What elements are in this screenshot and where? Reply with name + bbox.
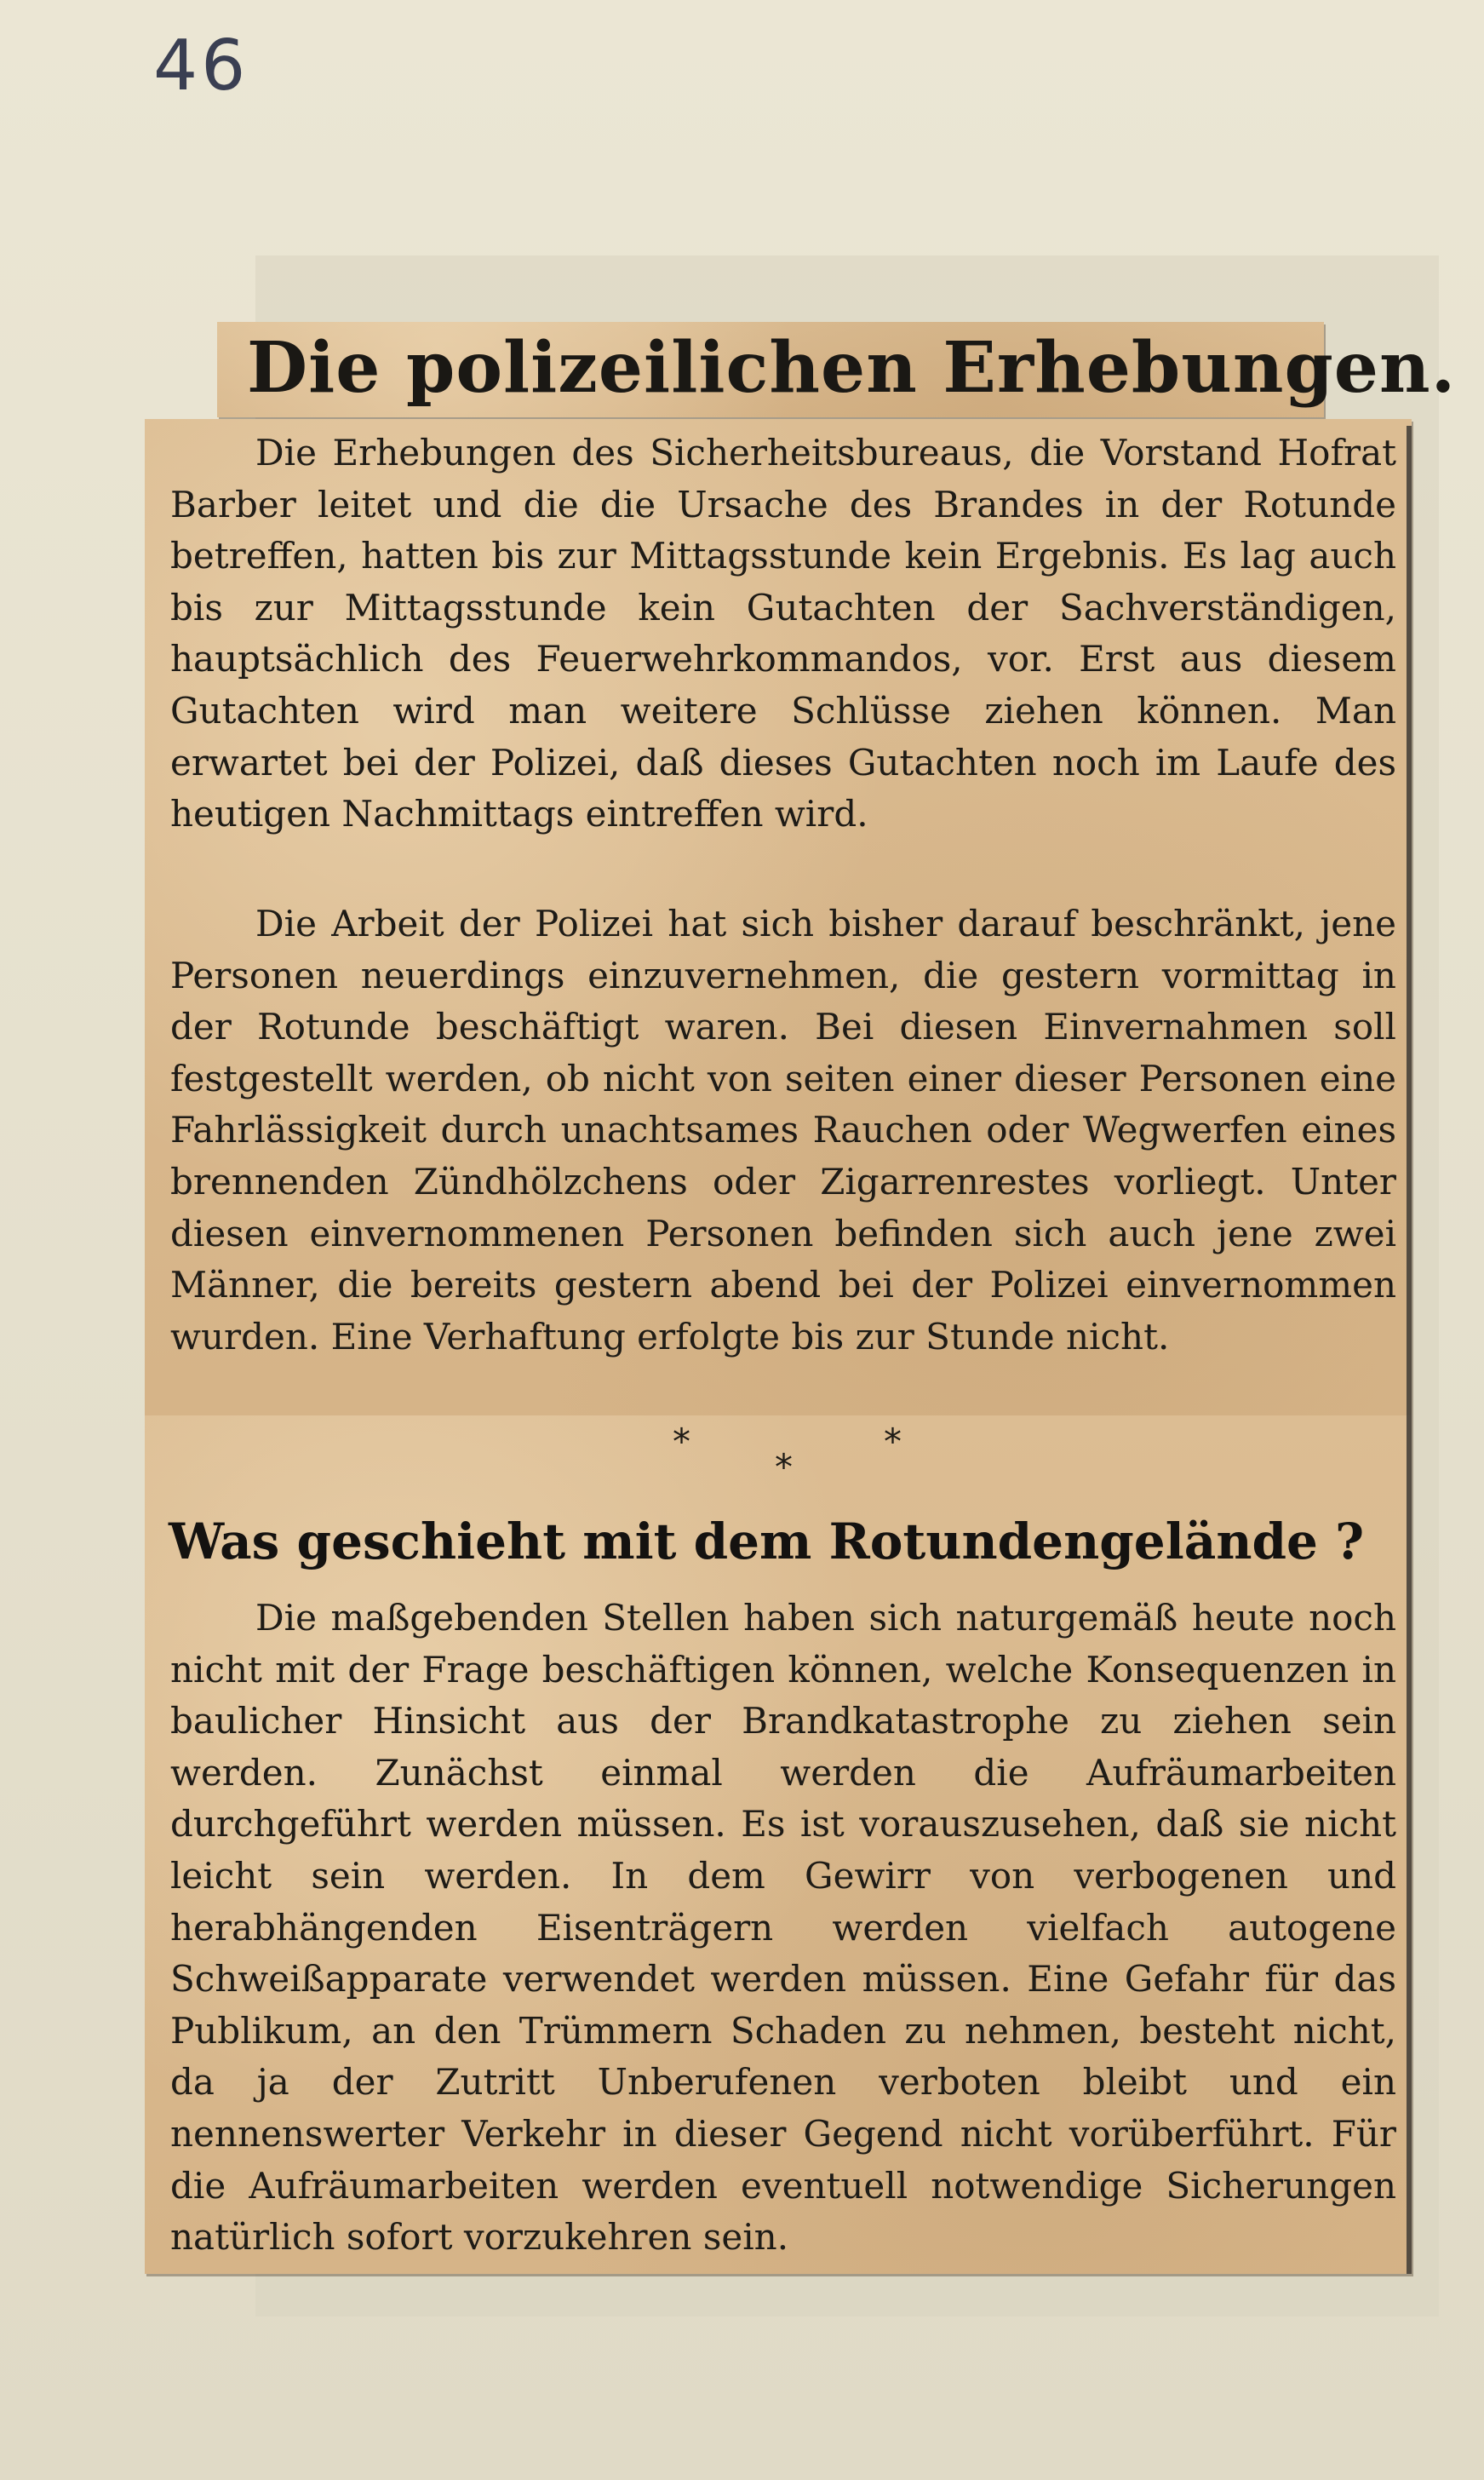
page-number: 46 — [153, 26, 249, 106]
article-paragraph-2 — [170, 898, 1396, 1363]
paragraph-2-text: Die Arbeit der Polizei hat sich bisher darauf beschränkt, jene Personen neuerdings einzuvernehmen, die gestern vormittag in der Rotunde beschäftigt waren. Bei diesen Einvernahmen soll festgestellt werden, ob nicht von seiten einer dieser Personen eine Fahrlässigkeit durch unachtsames Rauchen oder Wegwerfen eines brennenden Zündhölzchens oder Zigarrenrestes vorliegt. Unter diesen einvernommenen Personen befinden sich auch jene zwei Männer, die bereits gestern abend bei der Polizei einvernommen wurden. Eine Verhaftung erfolgte bis zur Stunde nicht. — [170, 903, 1396, 1358]
separator-star-2: * — [775, 1446, 793, 1488]
article-headline: Die polizeilichen Erhebungen. — [247, 327, 1457, 409]
section-headline: Was geschieht mit dem Rotundengelände ? — [169, 1513, 1365, 1570]
separator-star-1: * — [673, 1421, 690, 1462]
article-paragraph-3 — [170, 1593, 1396, 2264]
clipping-edge-shadow — [1407, 426, 1412, 2274]
paragraph-1-text: Die Erhebungen des Sicherheitsbureaus, die Vorstand Hofrat Barber leitet und die die Ursache des Brandes in der Rotunde betreffen, hatten bis zur Mittagsstunde kein Ergebnis. Es lag auch bis zur Mittagsstunde kein Gutachten der Sachverständigen, hauptsächlich des Feuerwehrkommandos, vor. Erst aus diesem Gutachten wird man weitere Schlüsse ziehen können. Man erwartet bei der Polizei, daß dieses Gutachten noch im Laufe des heutigen Nachmittags eintreffen wird. — [170, 432, 1396, 835]
paragraph-3-text: Die maßgebenden Stellen haben sich naturgemäß heute noch nicht mit der Frage beschäftigen können, welche Konsequenzen in baulicher Hinsicht aus der Brandkatastrophe zu ziehen sein werden. Zunächst einmal werden die Aufräumarbeiten durchgeführt werden müssen. Es ist vorauszusehen, daß sie nicht leicht sein werden. In dem Gewirr von verbogenen und herabhängenden Eisenträgern werden vielfach autogene Schweißapparate verwendet werden müssen. Eine Gefahr für das Publikum, an den Trümmern Schaden zu nehmen, besteht nicht, da ja der Zutritt Unberufenen verboten bleibt und ein nennenswerter Verkehr in dieser Gegend nicht vorüberführt. Für die Aufräumarbeiten werden eventuell notwendige Sicherungen natürlich sofort vorzukehren sein. — [170, 1597, 1396, 2259]
article-paragraph-1 — [170, 428, 1396, 841]
separator-star-3: * — [884, 1421, 902, 1462]
section-separator — [613, 1421, 1005, 1488]
